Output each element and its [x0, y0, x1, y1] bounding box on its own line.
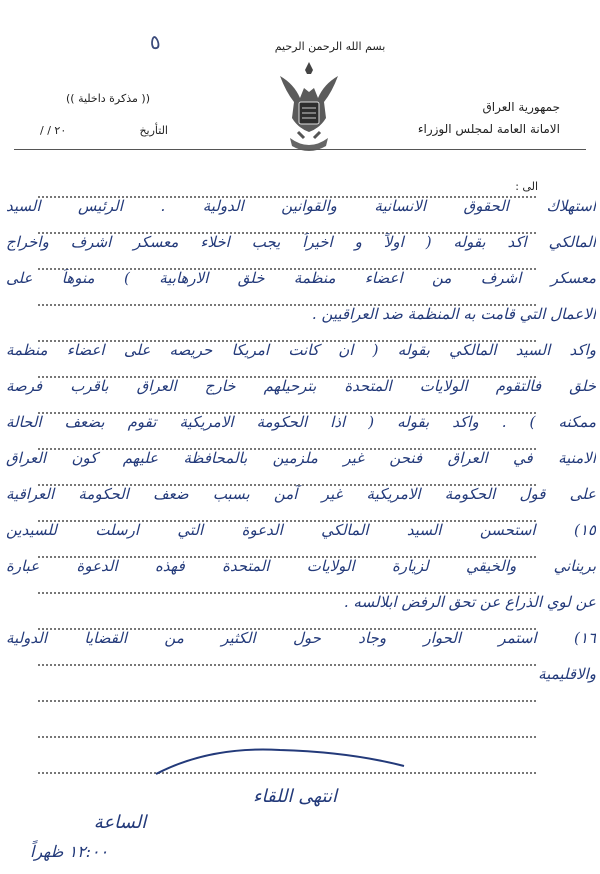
- handwritten-line: عن لوي الذراع عن تحق الرفض ابلالسه .: [343, 593, 596, 611]
- pen-flourish-icon: [150, 740, 410, 780]
- handwritten-line: استهلاك الحقوق الانسانية والقوانين الدولية . الرئيس السيد: [6, 197, 596, 215]
- basmala: بسم الله الرحمن الرحيم: [274, 40, 386, 53]
- header-divider: [14, 149, 586, 150]
- republic-name: جمهورية العراق: [482, 100, 560, 114]
- handwritten-line: على قول الحكومة الامريكية غير آمن بسبب ضعف الحكومة العراقية: [6, 485, 596, 503]
- handwritten-line: الامنية في العراق فنحن غير ملزمين بالمحافظة عليهم كون العراق: [6, 449, 596, 467]
- recipient-label: الى :: [515, 180, 538, 193]
- memo-type: (( مذكرة داخلية )): [65, 92, 150, 105]
- page-number: ٥: [148, 29, 162, 55]
- time-value: ١٢:٠٠ ظهراً: [30, 842, 109, 861]
- secretariat-name: الامانة العامة لمجلس الوزراء: [417, 122, 560, 136]
- closing-note: انتهى اللقاء: [253, 786, 337, 807]
- date-slots: / / ٢٠: [40, 124, 67, 137]
- handwritten-line: بريناني والخيقي لزيارة الولايات المتحدة فهذه الدعوة عبارة: [6, 557, 596, 575]
- date-label: التأريخ: [139, 124, 168, 137]
- handwritten-line: والاقليمية: [538, 665, 596, 683]
- writing-line: [38, 736, 536, 738]
- handwritten-line: ممكنه ) . واكد بقوله ( اذا الحكومة الامريكية تقوم بضعف الحالة: [6, 413, 596, 431]
- writing-line: [38, 700, 536, 702]
- handwritten-line: معسكر اشرف من اعضاء منظمة خلق الارهابية ) منوهاً على: [6, 269, 596, 287]
- handwritten-line: خلق فالتقوم الولايات المتحدة بترحيلهم خارج العراق باقرب فرصة: [6, 377, 596, 395]
- handwritten-line: واكد السيد المالكي بقوله ( ان كانت امريكا حريصه على اعضاء منظمة: [6, 341, 596, 359]
- time-label: الساعة: [93, 812, 147, 833]
- handwritten-line: الاعمال التي قامت به المنظمة ضد العراقيين .: [311, 305, 596, 323]
- letterhead-issuer: [360, 96, 560, 140]
- handwritten-line: المالكي اكد بقوله ( اولاً و اخيراً يجب اخلاء معسكر اشرف واخراج: [6, 233, 596, 251]
- handwritten-line: ١٦) استمر الحوار وجاد حول الكثير من القضايا الدولية: [6, 629, 596, 647]
- eagle-emblem-icon: [274, 58, 344, 158]
- handwritten-line: ١٥) استحسن السيد المالكي الدعوة التي ارسلت للسيدين: [6, 521, 596, 539]
